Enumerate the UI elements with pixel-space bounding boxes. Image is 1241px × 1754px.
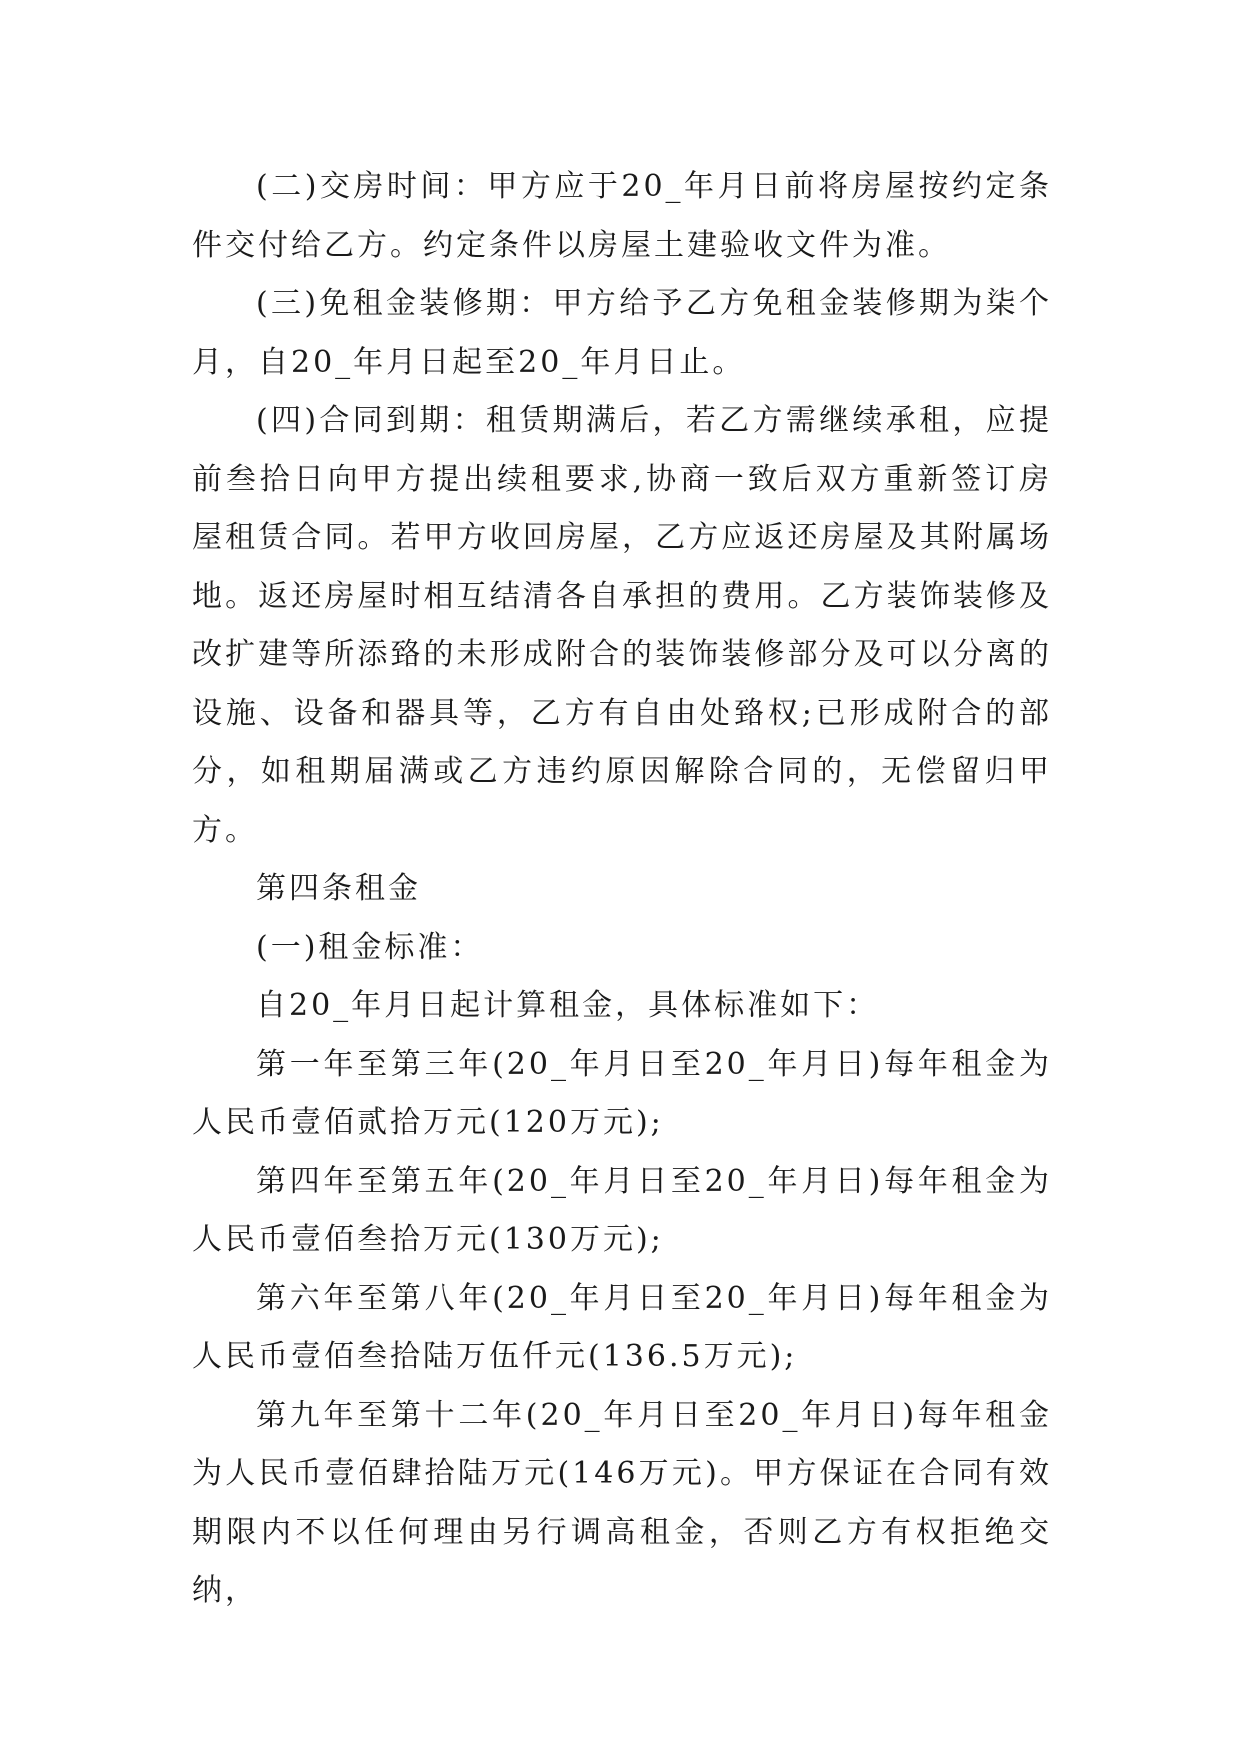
paragraph-rent-years-6-8: 第六年至第八年(20_年月日至20_年月日)每年租金为人民币壹佰叁拾陆万伍仟元(136.5万元); [192,1280,1052,1374]
paragraph-rent-free-period: (三)免租金装修期：甲方给予乙方免租金装修期为柒个月，自20_年月日起至20_年月日止。 [192,286,1052,380]
document-body [192,158,1052,1621]
paragraph-rent-years-9-12: 第九年至第十二年(20_年月日至20_年月日)每年租金为人民币壹佰肆拾陆万元(146万元)。甲方保证在合同有效期限内不以任何理由另行调高租金，否则乙方有权拒绝交纳， [192,1397,1052,1608]
paragraph-rent-years-4-5: 第四年至第五年(20_年月日至20_年月日)每年租金为人民币壹佰叁拾万元(130万元); [192,1163,1052,1257]
paragraph-handover-time: (二)交房时间：甲方应于20_年月日前将房屋按约定条件交付给乙方。约定条件以房屋土建验收文件为准。 [192,169,1052,263]
paragraph-rent-start: 自20_年月日起计算租金，具体标准如下： [256,988,880,1023]
paragraph-rent-years-1-3: 第一年至第三年(20_年月日至20_年月日)每年租金为人民币壹佰贰拾万元(120万元); [192,1046,1052,1140]
paragraph-contract-expiry: (四)合同到期：租赁期满后，若乙方需继续承租，应提前叁拾日向甲方提出续租要求,协商一致后双方重新签订房屋租赁合同。若甲方收回房屋，乙方应返还房屋及其附属场地。返还房屋时相互结清各自承担的费用。乙方装饰装修及改扩建等所添臵的未形成附合的装饰装修部分及可以分离的设施、设备和器具等，乙方有自由处臵权;已形成附合的部分，如租期届满或乙方违约原因解除合同的，无偿留归甲方。 [192,403,1052,848]
section-heading-rent: 第四条租金 [256,871,421,906]
paragraph-rent-standard-heading: (一)租金标准： [256,929,484,965]
